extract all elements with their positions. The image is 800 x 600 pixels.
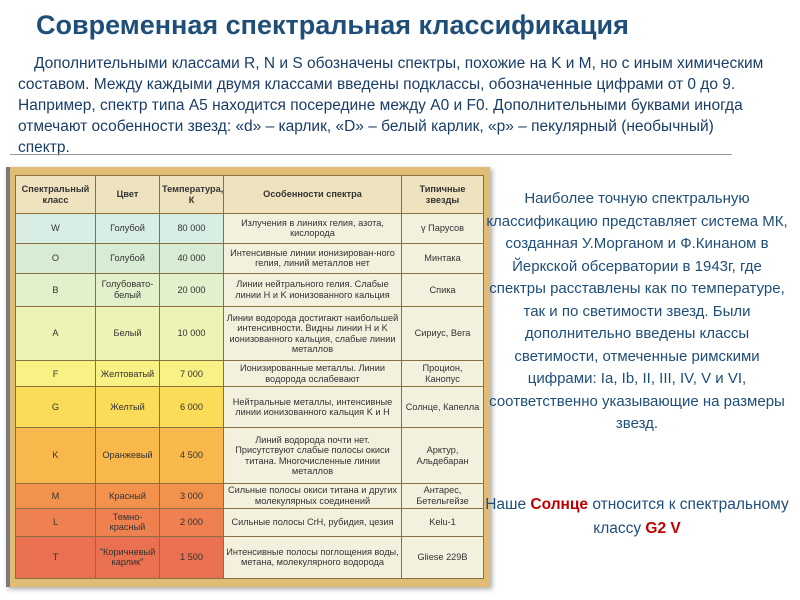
cell-spectral-class: W [16,214,96,244]
cell-typical-stars: Арктур, Альдебаран [402,428,484,484]
cell-temperature: 3 000 [160,484,224,509]
cell-spectrum-features: Линий водорода почти нет. Присутствуют слабые полосы окиси титана. Многочисленные линии металлов [224,428,402,484]
cell-color: Голубой [96,243,160,273]
cell-temperature: 4 500 [160,428,224,484]
cell-spectral-class: G [16,387,96,428]
header-color: Цвет [96,176,160,214]
cell-temperature: 80 000 [160,214,224,244]
cell-typical-stars: Минтака [402,243,484,273]
header-spectral-class: Спектральный класс [16,176,96,214]
cell-typical-stars: Солнце, Капелла [402,387,484,428]
table-row [16,273,484,306]
cell-typical-stars: Процион, Канопус [402,361,484,387]
cell-color: Темно-красный [96,508,160,536]
cell-spectrum-features: Нейтральные металлы, интенсивные линии ионизованного кальция K и H [224,387,402,428]
table-header-row [16,176,484,214]
table-row [16,428,484,484]
sun-note-part1: Наше [485,496,531,513]
mk-system-text: Наиболее точную спектральную классификацию представляет система МК, созданная У.Морганом и Ф.Кинаном в Йеркской обсерватории в 1943г, где спектры расставлены как по температуре, так и по светимости звезд. Были дополнительно введены классы светимости, отмеченные римскими цифрами: Ia, Ib, II, III, IV, V и VI, соответственно указывающие на размеры звезд. [486,190,788,432]
sun-note-part2: относится к спектральному классу [588,496,789,537]
cell-spectrum-features: Сильные полосы CrH, рубидия, цезия [224,508,402,536]
cell-spectrum-features: Интенсивные полосы поглощения воды, метана, молекулярного водорода [224,536,402,578]
sun-spectral-class: G2 V [645,520,681,537]
table-row [16,536,484,578]
cell-spectral-class: B [16,273,96,306]
table-row [16,508,484,536]
cell-temperature: 20 000 [160,273,224,306]
table-row [16,361,484,387]
cell-temperature: 40 000 [160,243,224,273]
cell-color: Оранжевый [96,428,160,484]
cell-typical-stars: γ Парусов [402,214,484,244]
cell-spectral-class: M [16,484,96,509]
cell-typical-stars: Gliese 229B [402,536,484,578]
cell-spectral-class: A [16,306,96,361]
cell-spectrum-features: Линии нейтрального гелия. Слабые линии H и K ионизованного кальция [224,273,402,306]
sun-highlight: Солнце [530,496,589,513]
table-row [16,387,484,428]
cell-spectral-class: T [16,536,96,578]
cell-typical-stars: Kelu-1 [402,508,484,536]
cell-spectrum-features: Сильные полосы окиси титана и других молекулярных соединений [224,484,402,509]
cell-temperature: 1 500 [160,536,224,578]
cell-color: Белый [96,306,160,361]
cell-color: Красный [96,484,160,509]
divider-line [10,154,732,155]
intro-paragraph: Дополнительными классами R, N и S обозначены спектры, похожие на K и M, но с иным химическим составом. Между каждыми двумя классами введены подклассы, обозначенные цифрами от 0 до 9. Например, спектр типа A5 находится посередине между A0 и F0. Дополнительными буквами иногда отмечают особенности звезд: «d» – карлик, «D» – белый карлик, «p» – пекулярный (необычный) спектр. [18,55,764,156]
cell-spectral-class: K [16,428,96,484]
cell-typical-stars: Сириус, Вега [402,306,484,361]
sun-class-note [484,493,790,541]
cell-temperature: 2 000 [160,508,224,536]
spectral-class-table [15,175,484,579]
spectral-table-panel [6,167,490,587]
table-row [16,484,484,509]
cell-color: Голубой [96,214,160,244]
cell-temperature: 6 000 [160,387,224,428]
cell-color: Желтоватый [96,361,160,387]
cell-temperature: 7 000 [160,361,224,387]
cell-color: "Коричневый карлик" [96,536,160,578]
cell-spectral-class: F [16,361,96,387]
cell-typical-stars: Антарес, Бетельгейзе [402,484,484,509]
cell-spectrum-features: Излучения в линиях гелия, азота, кислорода [224,214,402,244]
cell-spectral-class: L [16,508,96,536]
cell-spectral-class: O [16,243,96,273]
table-row [16,214,484,244]
cell-color: Голубовато-белый [96,273,160,306]
header-temperature: Температура, К [160,176,224,214]
header-spectrum-features: Особенности спектра [224,176,402,214]
table-row [16,243,484,273]
cell-spectrum-features: Ионизированные металлы. Линии водорода ослабевают [224,361,402,387]
cell-typical-stars: Спика [402,273,484,306]
table-row [16,306,484,361]
header-typical-stars: Типичные звезды [402,176,484,214]
cell-color: Желтый [96,387,160,428]
cell-temperature: 10 000 [160,306,224,361]
cell-spectrum-features: Линии водорода достигают наибольшей интенсивности. Видны линии H и K ионизованного кальция, слабые линии металлов [224,306,402,361]
cell-spectrum-features: Интенсивные линии ионизирован-ного гелия, линий металлов нет [224,243,402,273]
slide-title: Современная спектральная классификация [36,10,629,40]
